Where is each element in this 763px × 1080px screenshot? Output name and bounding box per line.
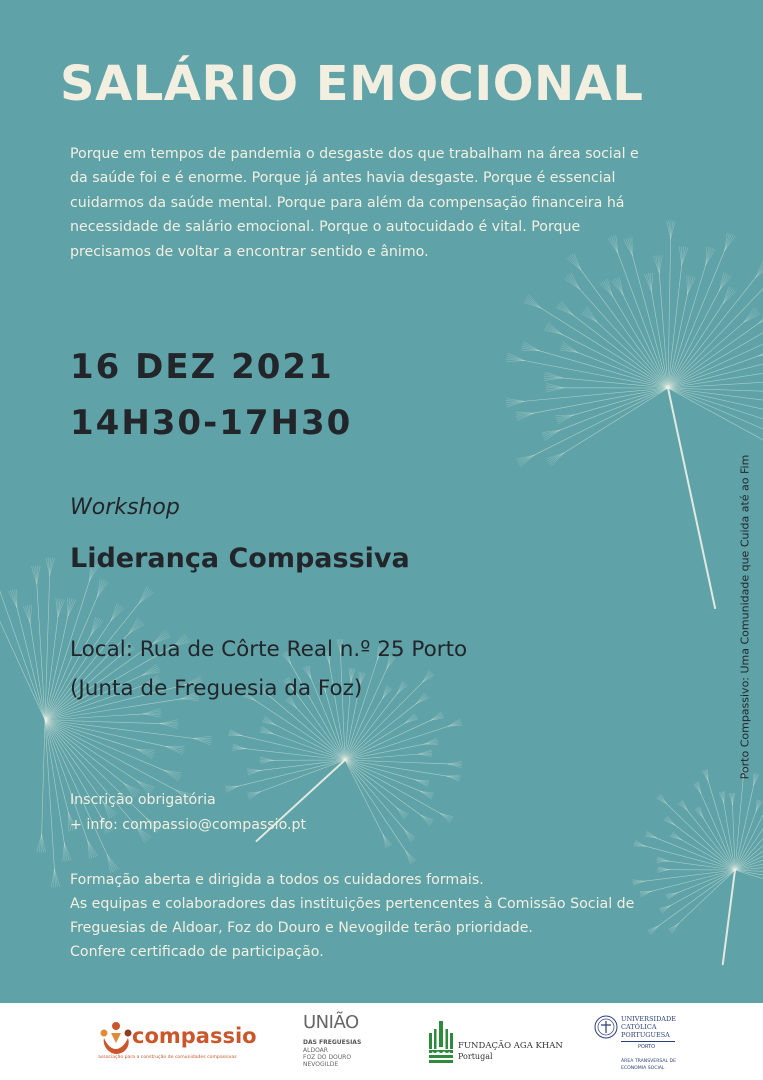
intro-text: Porque em tempos de pandemia o desgaste dos que trabalham na área social e da saúde foi e é enorme. Porque já antes havia desgaste. Porque é essencial cuidarmos da saúde mental. Porque para além da compensação financeira há necessidade de salário emocional. Porque o autocuidado é vital. Porque precisamos de voltar a encontrar sentido e ânimo.: [70, 146, 639, 260]
compassio-logo: [98, 1019, 258, 1071]
catolica-line1: UNIVERSIDADE: [621, 1015, 676, 1023]
workshop-label: Workshop: [70, 495, 180, 520]
training-line: As equipas e colaboradores das instituições pertencentes à Comissão Social de: [70, 896, 635, 912]
compassio-tagline: associação para a construção de comunidades compassivas: [98, 1055, 237, 1060]
side-caption: Porto Compassivo: Uma Comunidade que Cuida até ao Fim: [738, 454, 752, 780]
training-line: Formação aberta e dirigida a todos os cuidadores formais.: [70, 872, 484, 888]
catolica-divider: [621, 1041, 675, 1042]
aga-khan-emblem-icon: [428, 1021, 454, 1065]
uniao-line4: NEVOGILDE: [303, 1061, 339, 1068]
uniao-name: UNIÃO: [303, 1012, 359, 1033]
training-info: [70, 868, 750, 964]
training-line: Freguesias de Aldoar, Foz do Douro e Nevogilde terão prioridade.: [70, 920, 533, 936]
location-venue: (Junta de Freguesia da Foz): [70, 676, 363, 701]
page-title: SALÁRIO EMOCIONAL: [60, 56, 644, 112]
catolica-area1: ÁREA TRANSVERSAL DE: [621, 1059, 676, 1064]
event-date: 16 DEZ 2021: [70, 347, 334, 387]
location-address: Local: Rua de Côrte Real n.º 25 Porto: [70, 637, 468, 662]
catolica-line3: PORTUGUESA: [621, 1031, 670, 1039]
aga-khan-logo: [428, 1017, 573, 1073]
catolica-area2: ECONOMIA SOCIAL: [621, 1066, 665, 1071]
uniao-line1: DAS FREGUESIAS: [303, 1039, 362, 1046]
uniao-line3: FOZ DO DOURO: [303, 1054, 352, 1061]
compassio-people-icon: [98, 1021, 134, 1055]
workshop-title: Liderança Compassiva: [70, 543, 410, 574]
catolica-line2: CATÓLICA: [621, 1023, 657, 1031]
compassio-name: compassio: [132, 1024, 257, 1048]
event-time: 14H30-17H30: [70, 403, 353, 443]
aga-khan-name: FUNDAÇÃO AGA KHAN: [458, 1041, 563, 1051]
footer-logos: [0, 1003, 763, 1080]
inscription-required: Inscrição obrigatória: [70, 792, 216, 808]
catolica-city: PORTO: [638, 1044, 656, 1050]
uniao-line2: ALDOAR: [303, 1047, 328, 1054]
contact-info[interactable]: + info: compassio@compassio.pt: [70, 817, 307, 833]
catolica-logo: [594, 1013, 694, 1075]
aga-khan-country: Portugal: [458, 1052, 493, 1061]
uniao-freguesias-logo: [303, 1012, 378, 1074]
training-line: Confere certificado de participação.: [70, 944, 324, 960]
catolica-seal-icon: [594, 1015, 618, 1039]
